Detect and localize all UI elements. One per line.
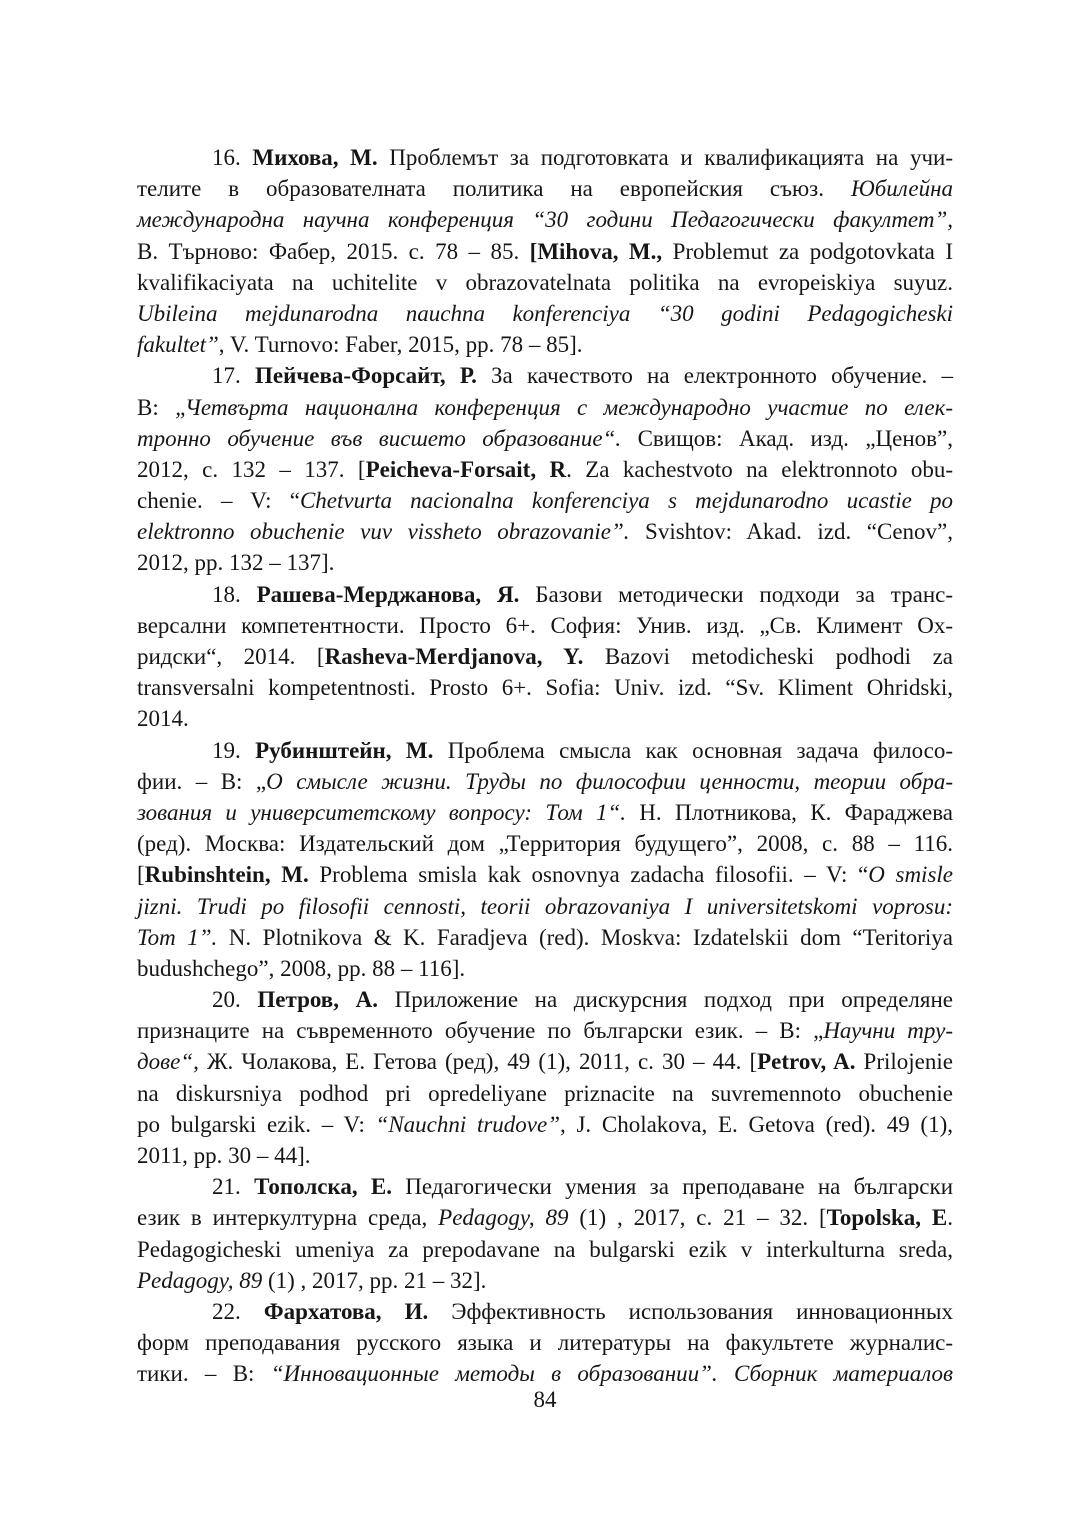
reference-line xyxy=(137,1358,953,1389)
italic-title: О смысле жизни. Труды по философии ценности, теории обра- xyxy=(266,768,953,794)
reference-text: (1) , 2017, pp. 21 – 32]. xyxy=(262,1267,487,1293)
reference-line xyxy=(137,641,953,672)
line-content xyxy=(212,1171,953,1202)
italic-title: fakultet” xyxy=(137,332,219,358)
reference-line xyxy=(137,953,953,984)
line-content xyxy=(212,142,953,173)
reference-text: . xyxy=(947,1205,954,1231)
italic-title: Pedagogy, 89 xyxy=(438,1205,569,1231)
line-content xyxy=(137,204,953,235)
reference-line xyxy=(137,703,953,734)
reference-text: версални компетентности. Просто 6+. София: Унив. изд. „Св. Климент Ох- xyxy=(137,612,953,638)
line-content xyxy=(137,672,953,703)
reference-line xyxy=(137,516,953,547)
reference-line xyxy=(137,392,953,423)
reference-text: Проблема смысла как основная задача филосо- xyxy=(433,737,954,763)
line-content xyxy=(137,267,953,298)
reference-text: Ж. Чолакова, Е. Гетова (ред), 49 (1), 2011, с. 30 – 44. [ xyxy=(198,1049,758,1075)
reference-text: 2012, pp. 132 – 137]. xyxy=(137,550,335,576)
reference-text: фии. – В: „ xyxy=(137,768,267,794)
reference-line xyxy=(137,236,953,267)
reference-text: N. Plotnikova & K. Faradjeva (red). Moskva: Izdatelskii dom “Teritoriya xyxy=(217,924,953,950)
reference-text: 21. xyxy=(212,1174,255,1200)
line-content xyxy=(137,797,953,828)
reference-text: признаците на съвременното обучение по български език. – В: „ xyxy=(137,1018,824,1044)
reference-text: 20. xyxy=(212,987,258,1013)
reference-text: ридски“, 2014. [ xyxy=(137,644,325,669)
line-content xyxy=(137,329,583,360)
reference-text: Н. Плотникова, К. Фараджева xyxy=(625,799,953,825)
reference-line xyxy=(137,1171,953,1202)
author-name: Рашева-Мерджанова, Я. xyxy=(256,581,520,607)
reference-entry xyxy=(137,735,953,985)
reference-line xyxy=(137,828,953,859)
reference-text: Педагогически умения за преподаване на български xyxy=(391,1174,954,1200)
reference-line xyxy=(137,547,953,578)
italic-title: “Инновационные методы в образовании”. Сборник материалов xyxy=(270,1361,953,1387)
line-content xyxy=(212,735,953,766)
line-content xyxy=(137,1234,953,1265)
reference-text: телите в образователната политика на европейския съюз. xyxy=(137,176,851,202)
line-content xyxy=(137,1140,311,1171)
reference-list xyxy=(137,142,953,1390)
reference-line xyxy=(137,298,953,329)
italic-title: дове“, xyxy=(137,1049,199,1075)
reference-entry xyxy=(137,1296,953,1390)
author-name: Михова, М. xyxy=(252,145,378,170)
line-content xyxy=(137,485,953,516)
reference-text: 18. xyxy=(212,581,257,607)
reference-entry xyxy=(137,984,953,1171)
italic-title: Ubileina mejdunarodna nauchna konferenciya “30 godini Pedagogicheski xyxy=(137,300,953,326)
line-content xyxy=(137,828,953,859)
reference-text: Bazovi metodicheski podhodi za xyxy=(583,644,954,669)
reference-line xyxy=(137,142,953,173)
reference-text: 19. xyxy=(212,737,256,763)
reference-text: na diskursniya podhod pri opredeliyane priznacite na suvremennoto obuchenie xyxy=(137,1080,953,1106)
italic-title: elektronno obuchenie vuv vissheto obrazovanie”. xyxy=(137,519,630,545)
line-content xyxy=(137,1202,953,1233)
reference-text: Базови методически подходи за транс- xyxy=(519,581,953,607)
reference-line xyxy=(137,1296,953,1327)
line-content xyxy=(212,360,953,391)
line-content xyxy=(137,392,953,423)
reference-text: chenie. – V: “ xyxy=(137,488,300,514)
italic-title: O smisle xyxy=(868,862,953,888)
reference-text: , V. Turnovo: Faber, 2015, pp. 78 – 85]. xyxy=(218,332,583,358)
line-content xyxy=(137,1109,953,1140)
reference-text: 2012, с. 132 – 137. [ xyxy=(137,456,366,482)
line-content xyxy=(137,922,953,953)
reference-text: Svishtov: Akad. izd. “Cenov”, xyxy=(629,519,953,545)
reference-text: Problema smisla kak osnovnya zadacha filosofii. – V: “ xyxy=(308,862,869,888)
italic-title: “Nauchni trudove”, xyxy=(375,1111,566,1137)
reference-line xyxy=(137,360,953,391)
italic-title: Chetvurta nacionalna konferenciya s mejdunarodno ucastie po xyxy=(299,488,953,514)
reference-line xyxy=(137,984,953,1015)
reference-text: Приложение на дискурсния подход при определяне xyxy=(377,987,954,1013)
reference-line xyxy=(137,329,953,360)
reference-text: 16. xyxy=(212,145,253,170)
line-content xyxy=(137,953,465,984)
reference-line xyxy=(137,454,953,485)
reference-text: Pedagogicheski umeniya za prepodavane na bulgarski ezik v interkulturna sreda, xyxy=(137,1236,953,1262)
reference-entry xyxy=(137,142,953,360)
author-name: Topolska, E xyxy=(826,1205,948,1231)
line-content xyxy=(137,1078,953,1109)
line-content xyxy=(137,703,189,734)
reference-line xyxy=(137,423,953,454)
line-content xyxy=(137,454,953,485)
reference-text: тики. – В: xyxy=(137,1361,271,1387)
reference-line xyxy=(137,735,953,766)
reference-text: Problemut za podgotovkata I xyxy=(662,238,953,264)
reference-text: 2011, pp. 30 – 44]. xyxy=(137,1143,311,1168)
reference-text: [ xyxy=(137,862,145,888)
reference-line xyxy=(137,922,953,953)
reference-line xyxy=(137,672,953,703)
reference-text: 22. xyxy=(212,1298,264,1324)
italic-title: международна научна конференция “30 години Педагогически факултет”, xyxy=(137,207,953,233)
reference-text: Свищов: Акад. изд. „Ценов”, xyxy=(621,425,953,451)
reference-text: Prilojenie xyxy=(855,1049,953,1075)
reference-line xyxy=(137,485,953,516)
reference-line xyxy=(137,766,953,797)
author-name: Петров, А. xyxy=(257,987,378,1013)
reference-line xyxy=(137,891,953,922)
reference-entry xyxy=(137,360,953,578)
italic-title: Юбилейна xyxy=(850,176,953,202)
reference-text: po bulgarski ezik. – V: xyxy=(137,1111,376,1137)
reference-line xyxy=(137,1109,953,1140)
author-name: Rasheva-Merdjanova, Y. xyxy=(324,644,584,669)
line-content xyxy=(212,984,953,1015)
reference-line xyxy=(137,204,953,235)
reference-line xyxy=(137,1015,953,1046)
author-name: Peicheva-Forsait, R xyxy=(365,456,567,482)
reference-text: форм преподавания русского языка и литературы на факультете журналис- xyxy=(137,1330,953,1356)
line-content xyxy=(137,516,953,547)
reference-text: Эффективность использования инновационных xyxy=(428,1298,953,1324)
reference-entry xyxy=(137,1171,953,1296)
italic-title: Научни тру- xyxy=(823,1018,953,1044)
author-name: Рубинштейн, М. xyxy=(255,737,434,763)
line-content xyxy=(137,1265,486,1296)
line-content xyxy=(137,547,334,578)
line-content xyxy=(137,173,953,204)
line-content xyxy=(212,579,953,610)
reference-line xyxy=(137,797,953,828)
italic-title: тронно обучение във висшето образование“. xyxy=(137,425,622,451)
reference-text: transversalni kompetentnosti. Prosto 6+. Sofia: Univ. izd. “Sv. Kliment Ohridski, xyxy=(137,675,953,701)
reference-text: budushchego”, 2008, pp. 88 – 116]. xyxy=(137,955,466,981)
line-content xyxy=(137,891,953,922)
reference-line xyxy=(137,173,953,204)
line-content xyxy=(137,1358,953,1389)
reference-text: 2014. xyxy=(137,706,189,732)
reference-text: kvalifikaciyata na uchitelite v obrazovatelnata politika na evropeiskiya suyuz. xyxy=(137,269,953,295)
page-number: 84 xyxy=(533,1387,557,1412)
italic-title: Tom 1”. xyxy=(137,924,218,950)
line-content xyxy=(137,298,953,329)
reference-text: език в интеркултурна среда, xyxy=(137,1205,439,1231)
italic-title: jizni. Trudi po filosofii cennosti, teorii obrazovaniya I universitetskomi voprosu: xyxy=(137,893,953,919)
reference-line xyxy=(137,267,953,298)
reference-line xyxy=(137,1140,953,1171)
reference-line xyxy=(137,1078,953,1109)
author-name: Тополска, Е. xyxy=(254,1174,392,1200)
author-name: [Mihova, M., xyxy=(529,238,663,264)
italic-title: зования и университетскому вопросу: Том 1“. xyxy=(137,799,626,825)
author-name: Petrov, A. xyxy=(757,1049,856,1075)
line-content xyxy=(137,1327,953,1358)
reference-line xyxy=(137,579,953,610)
reference-line xyxy=(137,1046,953,1077)
line-content xyxy=(137,236,953,267)
reference-line xyxy=(137,1265,953,1296)
line-content xyxy=(137,859,953,890)
reference-entry xyxy=(137,579,953,735)
author-name: Фархатова, И. xyxy=(263,1298,429,1324)
reference-text: (ред). Москва: Издательский дом „Территория будущего”, 2008, с. 88 – 116. xyxy=(137,831,953,857)
author-name: Пейчева-Форсайт, Р. xyxy=(254,363,477,389)
author-name: Rubinshtein, M. xyxy=(144,862,309,888)
reference-line xyxy=(137,859,953,890)
italic-title: Pedagogy, 89 xyxy=(137,1267,263,1293)
reference-text: 17. xyxy=(212,363,255,389)
line-content xyxy=(137,423,953,454)
reference-text: (1) , 2017, с. 21 – 32. [ xyxy=(568,1205,827,1231)
reference-text: J. Cholakova, E. Getova (red). 49 (1), xyxy=(565,1111,953,1137)
line-content xyxy=(137,1015,953,1046)
line-content xyxy=(137,641,953,672)
reference-line xyxy=(137,1234,953,1265)
line-content xyxy=(137,610,953,641)
reference-line xyxy=(137,1202,953,1233)
line-content xyxy=(137,766,953,797)
reference-line xyxy=(137,610,953,641)
reference-line xyxy=(137,1327,953,1358)
italic-title: „Четвърта национална конференция с международно участие по елек- xyxy=(175,394,953,420)
reference-text: Проблемът за подготовката и квалификацията на учи- xyxy=(377,145,953,170)
reference-text: За качеството на електронното обучение. – xyxy=(476,363,954,389)
line-content xyxy=(137,1046,953,1077)
reference-text: . Za kachestvoto na elektronnoto obu- xyxy=(566,456,954,482)
reference-text: В. Търново: Фабер, 2015. с. 78 – 85. xyxy=(137,238,530,264)
reference-text: В: xyxy=(137,394,176,420)
line-content xyxy=(212,1296,953,1327)
